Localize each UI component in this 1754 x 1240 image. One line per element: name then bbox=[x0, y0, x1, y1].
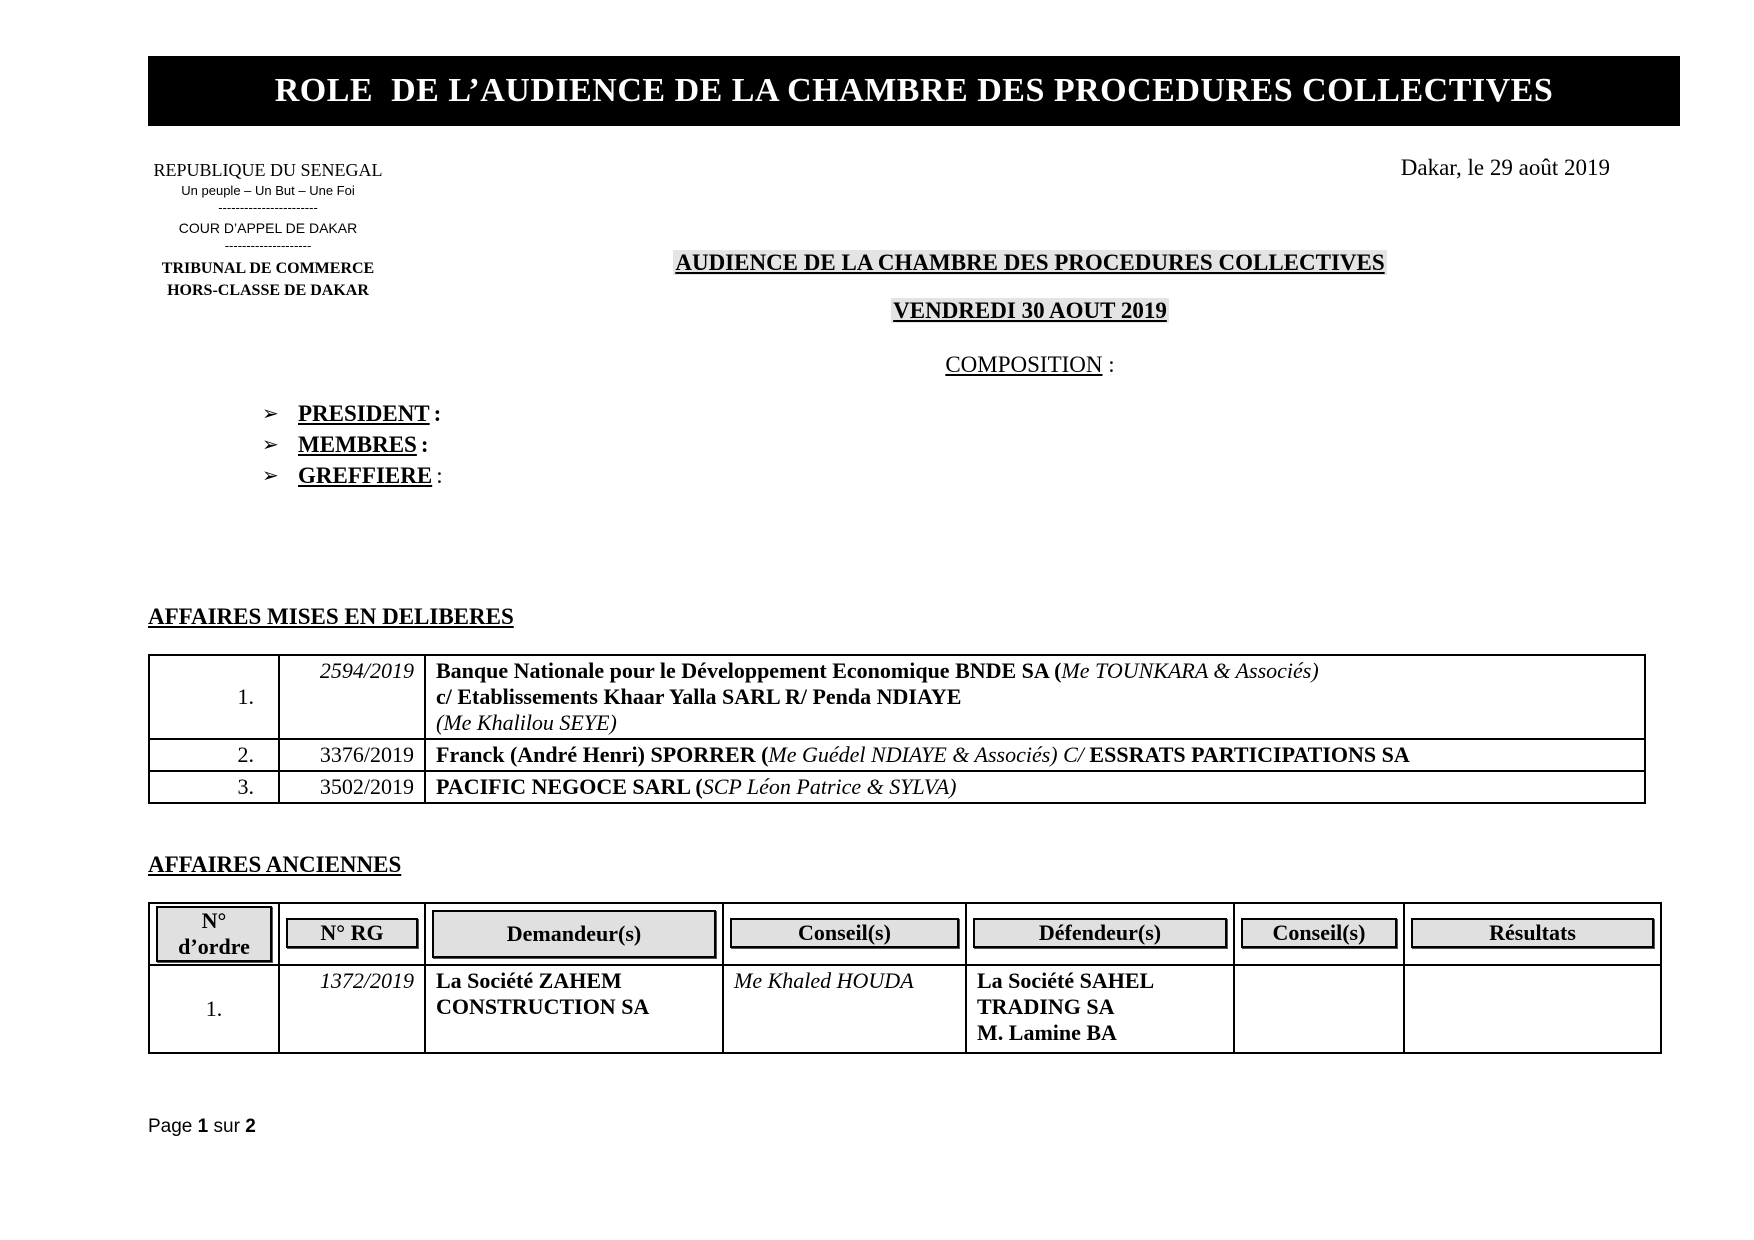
arrow-bullet-icon: ➢ bbox=[262, 465, 279, 487]
footer-text: Page bbox=[148, 1116, 198, 1137]
role-suffix: : bbox=[433, 400, 442, 426]
defendeur-text: TRADING SA bbox=[977, 994, 1115, 1019]
case-number: 1. bbox=[149, 965, 279, 1053]
page-footer bbox=[148, 1116, 256, 1138]
audience-date-text: VENDREDI 30 AOUT 2019 bbox=[893, 298, 1167, 323]
separator: -------------------- bbox=[224, 238, 312, 253]
resultat-cell bbox=[1404, 965, 1661, 1053]
party-text: Franck (André Henri) SPORRER ( bbox=[436, 742, 769, 767]
case-number: 1. bbox=[149, 655, 279, 739]
page-number: 1 bbox=[197, 1116, 209, 1137]
composition-suffix: : bbox=[1102, 352, 1115, 377]
role-label: GREFFIERE bbox=[298, 462, 433, 488]
tribunal-line: HORS-CLASSE DE DAKAR bbox=[167, 282, 369, 299]
republic-name: REPUBLIQUE DU SENEGAL bbox=[153, 160, 383, 180]
court-name: COUR D’APPEL DE DAKAR bbox=[178, 220, 358, 236]
separator: ----------------------- bbox=[218, 200, 318, 215]
table-row bbox=[149, 771, 1645, 803]
header-resultats bbox=[1404, 903, 1661, 965]
demandeur-text: CONSTRUCTION SA bbox=[436, 994, 650, 1019]
audience-title-text: AUDIENCE DE LA CHAMBRE DES PROCEDURES COLLECTIVES bbox=[675, 250, 1385, 275]
composition-roles bbox=[262, 398, 443, 491]
defendeur-cell bbox=[966, 965, 1234, 1053]
role-suffix: : bbox=[420, 431, 429, 457]
conseil-cell: Me Khaled HOUDA bbox=[723, 965, 966, 1053]
counsel-text: Me Guédel NDIAYE & Associés) C/ bbox=[768, 742, 1090, 767]
counsel-text: (Me Khalilou SEYE) bbox=[436, 710, 617, 735]
case-number: 2. bbox=[149, 739, 279, 771]
role-membres bbox=[262, 429, 443, 460]
document-date: Dakar, le 29 août 2019 bbox=[1400, 155, 1610, 180]
section-anciennes-title: AFFAIRES ANCIENNES bbox=[148, 852, 402, 877]
deliberes-table bbox=[148, 654, 1646, 804]
defendeur-text: La Société SAHEL bbox=[977, 968, 1155, 993]
composition-heading bbox=[600, 352, 1460, 378]
conseil-cell bbox=[1234, 965, 1404, 1053]
table-header-row bbox=[149, 903, 1661, 965]
case-parties bbox=[425, 739, 1645, 771]
header-label: N° bbox=[201, 908, 227, 933]
header-rg bbox=[279, 903, 425, 965]
header-label: Résultats bbox=[1411, 918, 1654, 948]
party-text: Banque Nationale pour le Développement Economique BNDE SA ( bbox=[436, 658, 1062, 683]
national-motto: Un peuple – Un But – Une Foi bbox=[181, 183, 355, 198]
arrow-bullet-icon: ➢ bbox=[262, 403, 279, 425]
case-number: 3. bbox=[149, 771, 279, 803]
case-rg: 2594/2019 bbox=[279, 655, 425, 739]
role-president bbox=[262, 398, 443, 429]
case-rg: 3502/2019 bbox=[279, 771, 425, 803]
header-conseil bbox=[1234, 903, 1404, 965]
page-total: 2 bbox=[245, 1116, 256, 1137]
composition-label: COMPOSITION bbox=[945, 352, 1103, 377]
institution-header bbox=[128, 160, 408, 302]
party-text: PACIFIC NEGOCE SARL ( bbox=[436, 774, 703, 799]
section-deliberes-title: AFFAIRES MISES EN DELIBERES bbox=[148, 604, 514, 629]
header-label: Demandeur(s) bbox=[432, 910, 716, 958]
party-text: c/ Etablissements Khaar Yalla SARL R/ Penda NDIAYE bbox=[436, 684, 962, 709]
audience-title bbox=[600, 250, 1460, 276]
header-label: Défendeur(s) bbox=[973, 918, 1227, 948]
footer-text: sur bbox=[208, 1116, 246, 1137]
header-label: Conseil(s) bbox=[1241, 918, 1397, 948]
audience-date bbox=[600, 298, 1460, 324]
counsel-text: SCP Léon Patrice & SYLVA) bbox=[702, 774, 957, 799]
anciennes-table bbox=[148, 902, 1662, 1054]
party-text: ESSRATS PARTICIPATIONS SA bbox=[1089, 742, 1410, 767]
header-ordre bbox=[149, 903, 279, 965]
table-row bbox=[149, 965, 1661, 1053]
tribunal-line: TRIBUNAL DE COMMERCE bbox=[161, 260, 375, 277]
counsel-text: Me TOUNKARA & Associés) bbox=[1061, 658, 1319, 683]
case-parties bbox=[425, 771, 1645, 803]
table-row bbox=[149, 655, 1645, 739]
document-banner: ROLE DE L’AUDIENCE DE LA CHAMBRE DES PROCEDURES COLLECTIVES bbox=[148, 56, 1680, 126]
tribunal-name bbox=[128, 258, 408, 302]
header-conseil bbox=[723, 903, 966, 965]
case-rg: 3376/2019 bbox=[279, 739, 425, 771]
header-defendeurs bbox=[966, 903, 1234, 965]
table-row bbox=[149, 739, 1645, 771]
defendeur-text: M. Lamine BA bbox=[977, 1020, 1117, 1045]
header-demandeurs bbox=[425, 903, 723, 965]
arrow-bullet-icon: ➢ bbox=[262, 434, 279, 456]
role-label: MEMBRES bbox=[298, 431, 417, 457]
header-label: d’ordre bbox=[178, 934, 250, 959]
case-rg: 1372/2019 bbox=[279, 965, 425, 1053]
case-parties bbox=[425, 655, 1645, 739]
role-suffix: : bbox=[436, 462, 443, 488]
header-label: N° RG bbox=[286, 918, 418, 948]
demandeur-cell bbox=[425, 965, 723, 1053]
header-label: Conseil(s) bbox=[730, 918, 959, 948]
demandeur-text: La Société ZAHEM bbox=[436, 968, 622, 993]
role-greffiere bbox=[262, 460, 443, 491]
role-label: PRESIDENT bbox=[298, 400, 430, 426]
